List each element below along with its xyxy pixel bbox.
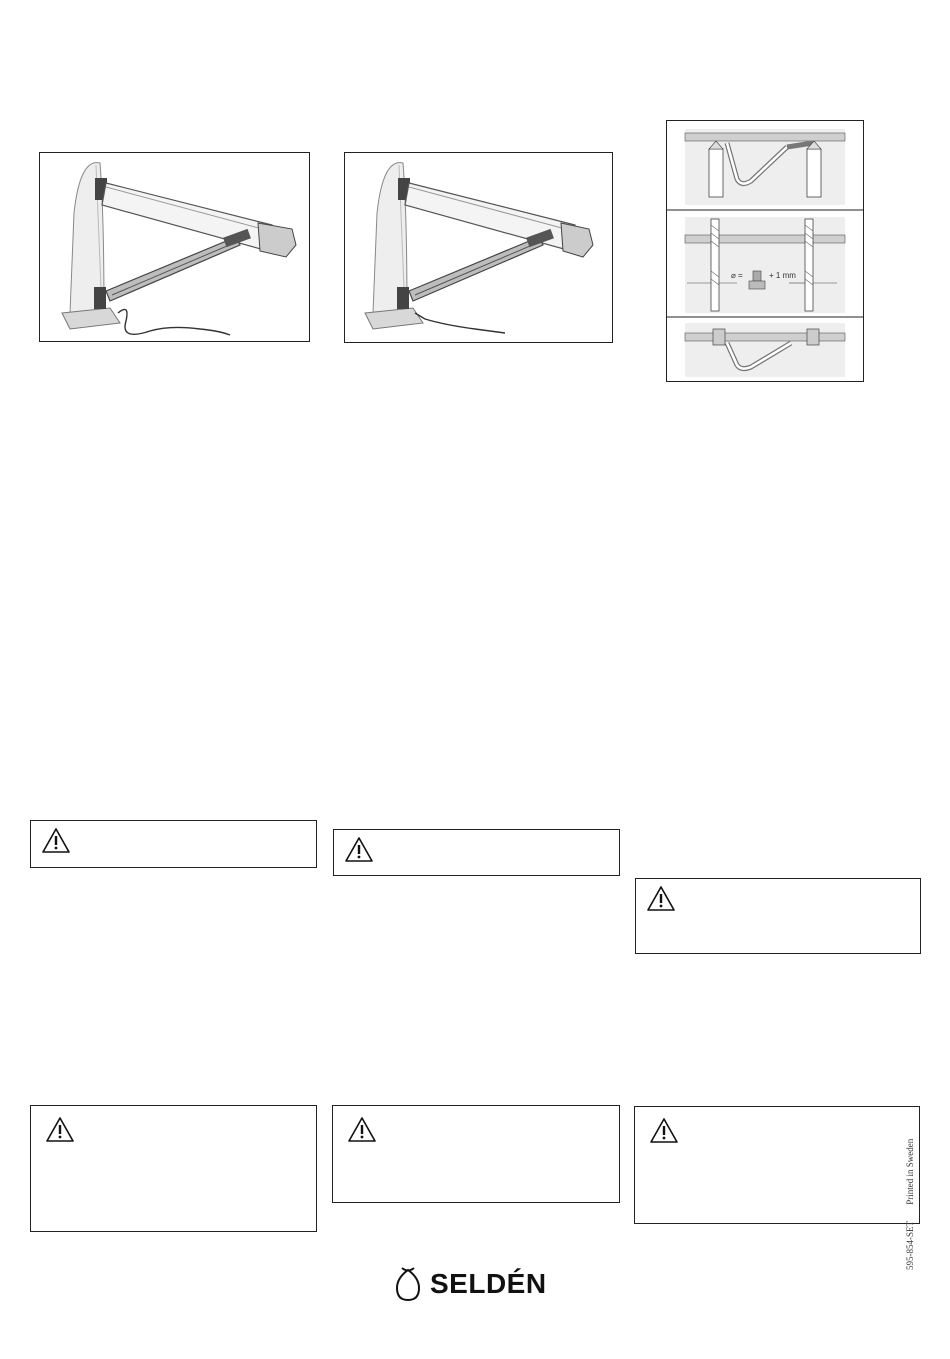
marking-step-panel — [685, 129, 845, 205]
selden-logo-icon — [393, 1264, 423, 1304]
rodkicker-drawing — [345, 153, 612, 342]
print-info — [905, 1125, 915, 1270]
warning-triangle-icon — [646, 885, 676, 913]
clearance-label: + 1 mm — [769, 271, 796, 280]
article-number: 595-854-SET — [905, 1221, 915, 1270]
drill-diagram-drawing — [667, 121, 863, 381]
diameter-label: ⌀ = — [731, 271, 743, 280]
warning-box — [634, 1106, 920, 1224]
warning-triangle-icon — [347, 1116, 377, 1144]
warning-box — [333, 829, 620, 876]
rodkicker-drawing — [40, 153, 309, 341]
brand-wordmark: SELDÉN — [430, 1268, 547, 1299]
rodkicker-illustration-middle — [344, 152, 613, 343]
drilling-step-panel — [685, 217, 845, 313]
warning-box — [332, 1105, 620, 1203]
warning-triangle-icon — [649, 1117, 679, 1145]
rodkicker-illustration-left — [39, 152, 310, 342]
warning-box — [30, 1105, 317, 1232]
printed-in: Printed in Sweden — [905, 1138, 915, 1205]
drill-diagram — [666, 120, 864, 382]
warning-triangle-icon — [41, 827, 71, 855]
warning-box — [30, 820, 317, 868]
warning-triangle-icon — [344, 836, 374, 864]
warning-triangle-icon — [45, 1116, 75, 1144]
fastening-step-panel — [685, 323, 845, 377]
warning-box — [635, 878, 921, 954]
